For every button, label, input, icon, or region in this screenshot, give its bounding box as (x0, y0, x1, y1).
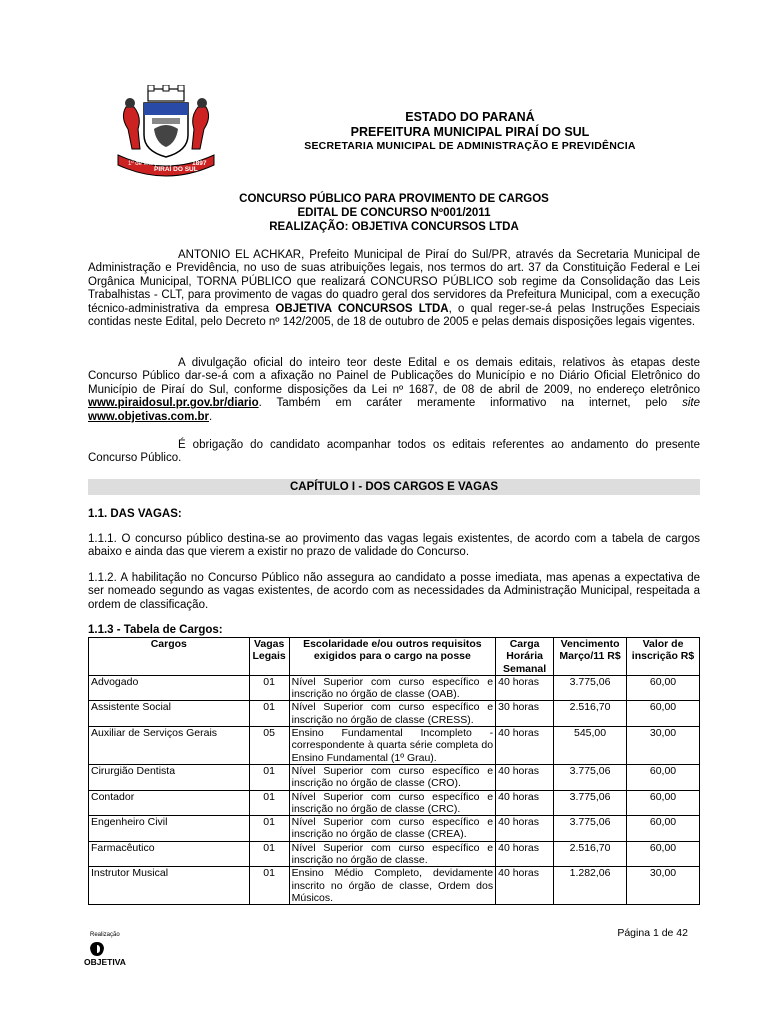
cell-cargo: Contador (89, 790, 250, 816)
cell-escolaridade: Nível Superior com curso específico e inscrição no órgão de classe (OAB). (289, 675, 496, 701)
table-row (89, 790, 700, 816)
cell-cargo: Cirurgião Dentista (89, 764, 250, 790)
cell-vencimento: 545,00 (554, 727, 627, 765)
cell-escolaridade: Nível Superior com curso específico e inscrição no órgão de classe (CRESS). (289, 701, 496, 727)
cell-cargo: Instrutor Musical (89, 867, 250, 905)
crest-ribbon-right: 1897 (192, 160, 207, 167)
cell-escolaridade: Nível Superior com curso específico e inscrição no órgão de classe (CRC). (289, 790, 496, 816)
objetiva-logo-text: OBJETIVA (84, 957, 126, 967)
cell-inscricao: 60,00 (627, 675, 700, 701)
cell-vencimento: 3.775,06 (554, 764, 627, 790)
col-header-vencimento: Vencimento Março/11 R$ (554, 638, 627, 676)
col-header-vagas: Vagas Legais (249, 638, 289, 676)
cell-vencimento: 2.516,70 (554, 841, 627, 867)
table-row (89, 816, 700, 842)
cell-vagas: 01 (249, 675, 289, 701)
cell-cargo: Advogado (89, 675, 250, 701)
section-1-1-3-heading: 1.1.3 - Tabela de Cargos: (88, 624, 223, 636)
cell-cargo: Engenheiro Civil (89, 816, 250, 842)
cell-carga: 40 horas (496, 867, 554, 905)
cell-carga: 40 horas (496, 816, 554, 842)
intro-paragraph-1: ANTONIO EL ACHKAR, Prefeito Municipal de Piraí do Sul/PR, através da Secretaria Municipal de Administração e Previdência, no uso de suas atribuições legais, nos termos do art. 37 da Constituição Federal e Lei Orgânica Municipal, TORNA PÚBLICO que realizará CONCURSO PÚBLICO sob regime da Consolidação das Leis Trabalhistas - CLT, para provimento de vagas do quadro geral dos servidores da Prefeitura Municipal, com a execução técnico-administrativa da empresa OBJETIVA CONCURSOS LTDA, o qual reger-se-á pelas Instruções Especiais contidas neste Edital, pelo Decreto nº 142/2005, de 18 de outubro de 2005 e pelas demais disposições legais vigentes. (88, 249, 700, 329)
cell-carga: 30 horas (496, 701, 554, 727)
cell-carga: 40 horas (496, 764, 554, 790)
table-row (89, 701, 700, 727)
cell-inscricao: 30,00 (627, 867, 700, 905)
cell-inscricao: 30,00 (627, 727, 700, 765)
cell-vagas: 05 (249, 727, 289, 765)
cell-vencimento: 3.775,06 (554, 816, 627, 842)
intro-paragraph-3: É obrigação do candidato acompanhar todos os editais referentes ao andamento do presente Concurso Público. (88, 439, 700, 465)
objetivas-link[interactable]: www.objetivas.com.br (88, 410, 209, 423)
cell-cargo: Auxiliar de Serviços Gerais (89, 727, 250, 765)
table-row (89, 675, 700, 701)
col-header-inscricao: Valor de inscrição R$ (627, 638, 700, 676)
cell-vagas: 01 (249, 816, 289, 842)
paragraph-1-1-2: 1.1.2. A habilitação no Concurso Público não assegura ao candidato a posse imediata, mas apenas a expectativa de ser nomeado segundo as vagas existentes, de acordo com as necessidades da Administração Municipal, respeitada a ordem de classificação. (88, 572, 700, 611)
cell-inscricao: 60,00 (627, 816, 700, 842)
cell-cargo: Farmacêutico (89, 841, 250, 867)
cell-vagas: 01 (249, 701, 289, 727)
cell-inscricao: 60,00 (627, 841, 700, 867)
cell-cargo: Assistente Social (89, 701, 250, 727)
cell-vencimento: 1.282,06 (554, 867, 627, 905)
col-header-carga: Carga Horária Semanal (496, 638, 554, 676)
cell-vencimento: 3.775,06 (554, 790, 627, 816)
col-header-cargos: Cargos (89, 638, 250, 676)
chapter-heading: CAPÍTULO I - DOS CARGOS E VAGAS (88, 479, 700, 495)
cell-vagas: 01 (249, 764, 289, 790)
title-line-2: EDITAL DE CONCURSO Nº001/2011 (297, 207, 491, 219)
diario-link[interactable]: www.piraidosul.pr.gov.br/diario (88, 397, 259, 410)
cell-escolaridade: Nível Superior com curso específico e inscrição no órgão de classe (CRO). (289, 764, 496, 790)
header-secretaria: SECRETARIA MUNICIPAL DE ADMINISTRAÇÃO E PREVIDÊNCIA (304, 140, 636, 152)
table-row (89, 867, 700, 905)
cell-vagas: 01 (249, 790, 289, 816)
objetiva-logo-icon (84, 940, 134, 968)
municipal-crest-icon (116, 85, 216, 177)
header-prefeitura: PREFEITURA MUNICIPAL PIRAÍ DO SUL (350, 125, 590, 139)
cell-inscricao: 60,00 (627, 701, 700, 727)
cell-escolaridade: Ensino Médio Completo, devidamente inscrito no órgão de classe, Ordem dos Músicos. (289, 867, 496, 905)
cell-escolaridade: Ensino Fundamental Incompleto - correspondente à quarta série completa do Ensino Fundamental (1º Grau). (289, 727, 496, 765)
cell-carga: 40 horas (496, 727, 554, 765)
title-line-3: REALIZAÇÃO: OBJETIVA CONCURSOS LTDA (269, 221, 519, 233)
cell-inscricao: 60,00 (627, 764, 700, 790)
cell-carga: 40 horas (496, 841, 554, 867)
cell-carga: 40 horas (496, 790, 554, 816)
cell-inscricao: 60,00 (627, 790, 700, 816)
cell-vagas: 01 (249, 841, 289, 867)
page-number: Página 1 de 42 (617, 927, 688, 939)
table-header-row (89, 638, 700, 676)
header-state: ESTADO DO PARANÁ (405, 110, 535, 124)
paragraph-1-1-1: 1.1.1. O concurso público destina-se ao provimento das vagas legais existentes, de acordo com a tabela de cargos abaixo e ainda das que vierem a existir no prazo de validade do Concurso. (88, 533, 700, 559)
crest-ribbon-mid: PIRAÍ DO SUL (154, 166, 198, 173)
crest-ribbon-left: 1º de Março (128, 161, 161, 167)
table-row (89, 841, 700, 867)
title-line-1: CONCURSO PÚBLICO PARA PROVIMENTO DE CARGOS (239, 193, 549, 205)
cell-vagas: 01 (249, 867, 289, 905)
table-row (89, 727, 700, 765)
cell-vencimento: 2.516,70 (554, 701, 627, 727)
cell-escolaridade: Nível Superior com curso específico e inscrição no órgão de classe. (289, 841, 496, 867)
col-header-escolaridade: Escolaridade e/ou outros requisitos exigidos para o cargo na posse (289, 638, 496, 676)
intro-paragraph-2: A divulgação oficial do inteiro teor deste Edital e os demais editais, relativos às etapas deste Concurso Público dar-se-á com a afixação no Painel de Publicações do Município e no Diário Oficial Eletrônico do Município de Piraí do Sul, conforme disposições da Lei nº 1687, de 08 de abril de 2009, no endereço eletrônico www.piraidosul.pr.gov.br/diario. Também em caráter meramente informativo na internet, pelo site www.objetivas.com.br. (88, 357, 700, 423)
cell-escolaridade: Nível Superior com curso específico e inscrição no órgão de classe (CREA). (289, 816, 496, 842)
cell-carga: 40 horas (496, 675, 554, 701)
footer-realizacao: Realização (90, 932, 120, 938)
section-1-1-heading: 1.1. DAS VAGAS: (88, 508, 182, 520)
cargos-table (88, 637, 700, 905)
table-row (89, 764, 700, 790)
cell-vencimento: 3.775,06 (554, 675, 627, 701)
